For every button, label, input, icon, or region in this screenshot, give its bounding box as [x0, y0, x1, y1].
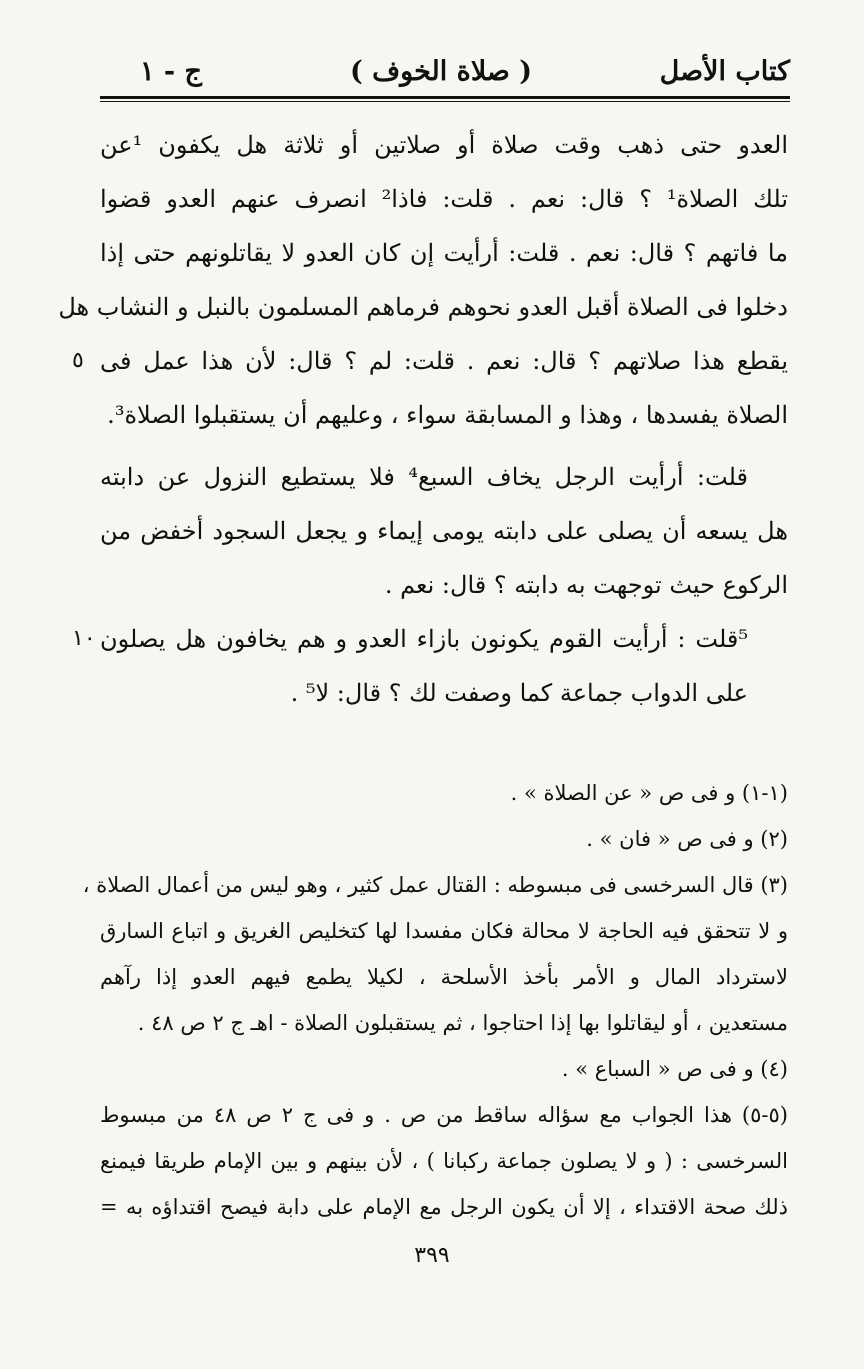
text-line: على الدواب جماعة كما وصفت لك ؟ قال: لا⁵ .	[290, 679, 748, 707]
header-rule-thick	[100, 96, 790, 99]
text-line: قلت: أرأيت الرجل يخاف السبع⁴ فلا يستطيع النزول عن دابته	[100, 463, 749, 491]
footnotes	[82, 770, 788, 1230]
page-number: ٣٩٩	[414, 1243, 450, 1268]
volume-label: ج - ١	[140, 56, 202, 87]
text-line: دخلوا فى الصلاة أقبل العدو نحوهم فرماهم المسلمون بالنبل و النشاب هل	[58, 293, 788, 321]
text-line-numbered	[72, 612, 788, 666]
line-number-10: ١٠	[72, 626, 96, 651]
text-line-numbered	[72, 334, 788, 388]
footnote-5-line: ذلك صحة الاقتداء ، إلا أن يكون الرجل مع الإمام على دابة فيصح اقتداؤه به =	[100, 1195, 788, 1219]
text-line: الركوع حيث توجهت به دابته ؟ قال: نعم .	[384, 571, 788, 599]
footnote-3-line: مستعدين ، أو ليقاتلوا بها إذا احتاجوا ، ثم يستقبلون الصلاة - اهـ ج ٢ ص ٤٨ .	[137, 1011, 788, 1035]
paragraph-gap	[100, 442, 788, 450]
text-line: تلك الصلاة¹ ؟ قال: نعم . قلت: فاذا² انصرف عنهم العدو قضوا	[100, 185, 789, 213]
text-line-content: يقطع هذا صلاتهم ؟ قال: نعم . قلت: لم ؟ قال: لأن هذا عمل فى	[100, 347, 788, 375]
header-rule-thin	[100, 101, 790, 102]
text-line: العدو حتى ذهب وقت صلاة أو صلاتين أو ثلاثة هل يكفون ¹عن	[100, 131, 788, 159]
footnote-3-line: (٣) قال السرخسى فى مبسوطه : القتال عمل كثير ، وهو ليس من أعمال الصلاة ،	[82, 873, 788, 897]
running-header	[100, 50, 790, 96]
text-line-content: ⁵قلت : أرأيت القوم يكونون بازاء العدو و هم يخافون هل يصلون	[100, 625, 748, 653]
footnote-5-line: (٥-٥) هذا الجواب مع سؤاله ساقط من ص . و فى ج ٢ ص ٤٨ من مبسوط	[100, 1103, 788, 1127]
text-line: الصلاة يفسدها ، وهذا و المسابقة سواء ، وعليهم أن يستقبلوا الصلاة³.	[107, 401, 788, 429]
footnote-5-line: السرخسى : ( و لا يصلون جماعة ركبانا ) ، لأن بينهم و بين الإمام طريقا فيمنع	[100, 1149, 788, 1173]
text-line: ما فاتهم ؟ قال: نعم . قلت: أرأيت إن كان العدو لا يقاتلونهم حتى إذا	[100, 239, 788, 267]
book-title: كتاب الأصل	[659, 56, 790, 87]
main-text	[58, 118, 789, 720]
footnote-4: (٤) و فى ص « السباع » .	[561, 1057, 788, 1081]
footnote-1: (١-١) و فى ص « عن الصلاة » .	[510, 781, 788, 805]
line-number-5: ٥	[72, 348, 84, 373]
footnote-2: (٢) و فى ص « فان » .	[586, 827, 788, 851]
text-line: هل يسعه أن يصلى على دابته يومى إيماء و يجعل السجود أخفض من	[100, 517, 788, 545]
footnote-3-line: و لا تتحقق فيه الحاجة لا محالة فكان مفسدا لها كتخليص الغريق و اتباع السارق	[100, 919, 788, 943]
footnote-3-line: لاسترداد المال و الأمر بأخذ الأسلحة ، لكيلا يطمع فيهم العدو إذا رآهم	[100, 965, 788, 989]
chapter-title: ( صلاة الخوف )	[350, 56, 533, 87]
